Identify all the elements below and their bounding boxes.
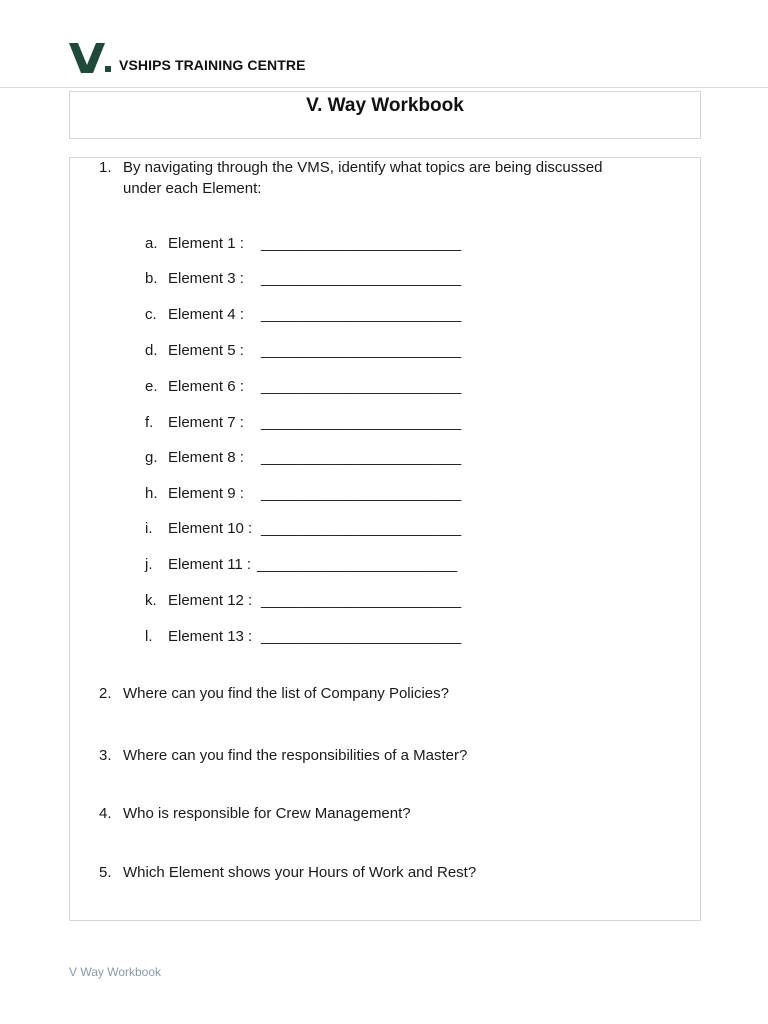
answer-blank[interactable]: ________________________ (261, 378, 462, 395)
answer-blank[interactable]: ________________________ (261, 449, 462, 466)
question-text: Where can you find the responsibilities of a Master? (123, 747, 468, 764)
item-label: Element 7 : (168, 414, 244, 431)
answer-blank[interactable]: ________________________ (261, 342, 462, 359)
item-label: Element 4 : (168, 306, 244, 323)
item-letter: g. (145, 449, 158, 466)
question-text: Where can you find the list of Company Policies? (123, 685, 449, 702)
title-box (69, 91, 701, 139)
question-text: Which Element shows your Hours of Work and Rest? (123, 864, 477, 881)
item-label: Element 1 : (168, 235, 244, 252)
item-letter: d. (145, 342, 158, 359)
brand-name: VSHIPS TRAINING CENTRE (119, 57, 306, 73)
question-4 (99, 803, 689, 825)
answer-blank[interactable]: ________________________ (261, 628, 462, 645)
answer-blank[interactable]: ________________________ (261, 485, 462, 502)
question-text-line-2: under each Element: (123, 180, 262, 197)
answer-blank[interactable]: ________________________ (261, 414, 462, 431)
question-1 (99, 157, 689, 201)
question-number: 1. (99, 159, 112, 176)
vships-v-logo-icon (69, 43, 111, 73)
item-letter: c. (145, 306, 157, 323)
item-letter: i. (145, 520, 153, 537)
answer-blank[interactable]: ________________________ (261, 270, 462, 287)
item-label: Element 11 : (168, 556, 252, 573)
answer-blank[interactable]: ________________________ (261, 520, 462, 537)
item-letter: e. (145, 378, 158, 395)
item-letter: k. (145, 592, 157, 609)
question-number: 3. (99, 747, 112, 764)
item-label: Element 8 : (168, 449, 244, 466)
question-3 (99, 745, 689, 767)
item-letter: j. (145, 556, 153, 573)
question-5 (99, 862, 689, 884)
item-letter: h. (145, 485, 158, 502)
answer-blank[interactable]: ________________________ (261, 306, 462, 323)
item-label: Element 9 : (168, 485, 244, 502)
question-2 (99, 683, 689, 705)
page-header (0, 0, 768, 88)
item-label: Element 12 : (168, 592, 253, 609)
answer-blank[interactable]: ________________________ (257, 556, 458, 573)
item-letter: f. (145, 414, 154, 431)
item-letter: a. (145, 235, 158, 252)
item-letter: l. (145, 628, 153, 645)
item-label: Element 5 : (168, 342, 244, 359)
item-letter: b. (145, 270, 158, 287)
answer-blank[interactable]: ________________________ (261, 592, 462, 609)
item-label: Element 6 : (168, 378, 244, 395)
answer-blank[interactable]: ________________________ (261, 235, 462, 252)
item-label: Element 3 : (168, 270, 244, 287)
question-number: 2. (99, 685, 112, 702)
page-footer: V Way Workbook (69, 965, 162, 979)
question-number: 4. (99, 805, 112, 822)
item-label: Element 10 : (168, 520, 253, 537)
question-number: 5. (99, 864, 112, 881)
question-text: Who is responsible for Crew Management? (123, 805, 411, 822)
question-text-line-1: By navigating through the VMS, identify what topics are being discussed (123, 159, 603, 176)
item-label: Element 13 : (168, 628, 253, 645)
page-title: V. Way Workbook (306, 95, 464, 116)
